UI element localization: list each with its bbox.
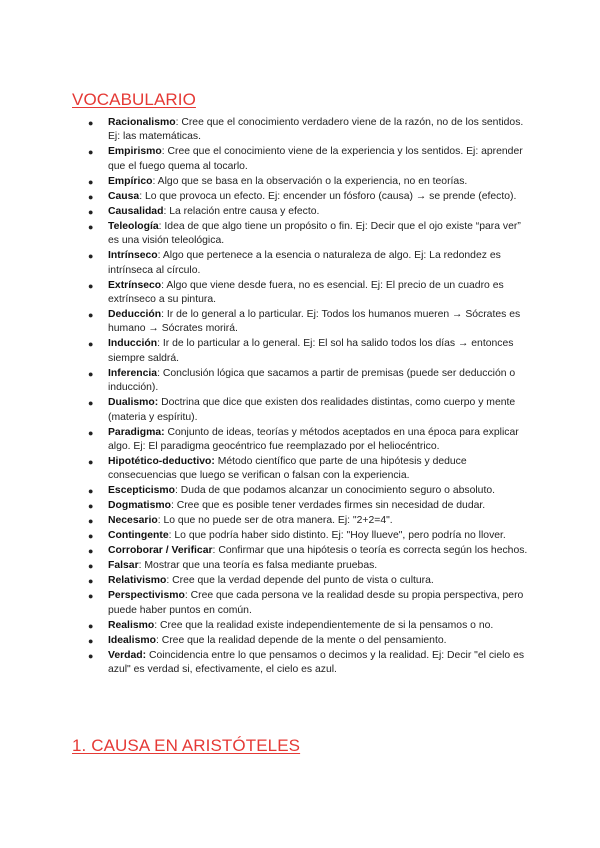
vocab-term: Realismo [108,619,155,631]
vocab-item [88,116,528,145]
vocab-separator: : [157,338,163,350]
vocab-term: Extrínseco [108,279,162,291]
vocab-definition: Cree que es posible tener verdades firmes sin necesidad de dudar. [176,500,486,512]
bullet-icon: ● [88,147,94,158]
vocab-separator: : [184,590,191,602]
bullet-icon: ● [88,339,94,350]
vocab-item [88,634,528,648]
vocab-term: Causa [108,190,140,202]
vocab-separator: : [170,500,177,512]
vocab-item [88,337,528,366]
vocab-definition: Doctrina que dice que existen dos realidades distintas, como cuerpo y mente (materia y espíritu). [108,397,516,423]
vocab-separator: : [161,309,167,321]
bullet-icon: ● [88,486,94,497]
vocab-separator: : [152,175,158,187]
bullet-icon: ● [88,591,94,602]
vocab-item [88,190,528,204]
vocab-item [88,529,528,543]
bullet-icon: ● [88,620,94,631]
vocab-item [88,619,528,633]
vocab-separator: : [161,279,167,291]
vocab-definition: Mostrar que una teoría es falsa mediante pruebas. [144,560,378,572]
vocab-term: Dogmatismo [108,500,171,512]
vocab-item [88,426,528,455]
vocab-separator: : [212,545,219,557]
bullet-icon: ● [88,280,94,291]
vocab-definition: Lo que provoca un efecto. Ej: encender un fósforo (causa) → se prende (efecto). [144,190,517,202]
vocab-definition: Cree que el conocimiento verdadero viene de la razón, no de los sentidos. Ej: las matemáticas. [108,117,524,143]
vocab-definition: Conjunto de ideas, teorías y métodos aceptados en una época para explicar algo. Ej: El paradigma geocéntrico fue reemplazado por el heliocéntrico. [108,426,519,453]
bullet-icon: ● [88,176,94,187]
vocab-item [88,574,528,588]
vocab-definition: Conclusión lógica que sacamos a partir de premisas (puede ser deducción o inducción). [108,367,516,394]
vocab-term: Perspectivismo [108,590,185,602]
vocab-term: Verdad: [108,649,147,661]
vocab-item [88,484,528,498]
vocab-term: Contingente [108,530,169,542]
vocab-separator: : [157,515,164,527]
vocab-definition: Lo que no puede ser de otra manera. Ej: "2+2=4". [163,515,393,527]
vocab-item [88,514,528,528]
vocab-definition: Duda de que podamos alcanzar un conocimiento seguro o absoluto. [180,485,496,497]
vocab-item [88,279,528,308]
vocab-separator: : [157,367,163,379]
vocab-separator: : [158,220,165,232]
vocab-definition: Lo que podría haber sido distinto. Ej: "Hoy llueve", pero podría no llover. [174,530,506,542]
vocab-definition: Ir de lo general a lo particular. Ej: Todos los humanos mueren → Sócrates es humano → Sócrates morirá. [108,309,521,335]
vocab-term: Inducción [108,338,158,350]
bullet-icon: ● [88,206,94,217]
bullet-icon: ● [88,191,94,202]
vocab-separator: : [138,560,145,572]
bullet-icon: ● [88,501,94,512]
vocab-term: Corroborar / Verificar [108,545,213,557]
vocab-separator: : [175,485,181,497]
vocab-definition: Confirmar que una hipótesis o teoría es correcta según los hechos. [218,545,528,557]
vocab-definition: Cree que cada persona ve la realidad desde su propia perspectiva, pero puede haber puntos en común. [108,590,524,616]
vocab-definition: Cree que la realidad depende de la mente o del pensamiento. [161,634,447,646]
vocab-term: Empirismo [108,146,162,158]
vocab-term: Idealismo [108,634,156,646]
vocab-item [88,589,528,618]
vocab-term: Causalidad [108,205,164,217]
section-title-vocabulario: VOCABULARIO [72,90,196,109]
vocab-term: Deducción [108,309,162,321]
vocab-term: Escepticismo [108,485,175,497]
bullet-icon: ● [88,221,94,232]
vocab-separator: : [168,530,175,542]
vocab-separator: : [163,205,170,217]
vocab-separator: : [161,146,168,158]
bullet-icon: ● [88,561,94,572]
bullet-icon: ● [88,398,94,409]
bullet-icon: ● [88,635,94,646]
vocab-item [88,544,528,558]
vocab-term: Racionalismo [108,117,176,128]
bullet-icon: ● [88,251,94,262]
vocab-separator: : [166,575,173,587]
bullet-icon: ● [88,531,94,542]
vocabulary-list [88,116,528,678]
bullet-icon: ● [88,546,94,557]
vocab-term: Hipotético-deductivo: [108,456,215,468]
vocab-definition: Método científico que parte de una hipótesis y deduce consecuencias que luego se verifican o falsan con la experiencia. [108,456,467,482]
bullet-icon: ● [88,650,94,661]
vocab-term: Paradigma: [108,426,165,438]
vocab-term: Falsar [108,560,139,572]
vocab-item [88,559,528,573]
vocab-item [88,205,528,219]
vocab-definition: Coincidencia entre lo que pensamos o decimos y la realidad. Ej: Decir "el cielo es azul" es verdad si, efectivamente, el cielo es azul. [108,649,525,676]
vocab-item [88,308,528,337]
vocab-separator: : [175,117,182,128]
vocab-item [88,499,528,513]
vocab-item [88,396,528,425]
bullet-icon: ● [88,310,94,321]
bullet-icon: ● [88,457,94,468]
vocab-item [88,249,528,278]
bullet-icon: ● [88,118,94,128]
vocab-definition: Algo que se basa en la observación o la experiencia, no en teorías. [157,175,468,187]
vocab-term: Dualismo: [108,397,159,409]
vocab-definition: Cree que la verdad depende del punto de vista o cultura. [172,575,434,587]
vocab-term: Inferencia [108,367,158,379]
vocab-term: Empírico [108,175,153,187]
vocab-item [88,220,528,249]
bullet-icon: ● [88,516,94,527]
vocab-definition: Cree que la realidad existe independientemente de si la pensamos o no. [159,619,494,631]
bullet-icon: ● [88,427,94,438]
vocab-item [88,649,528,678]
vocab-term: Necesario [108,515,158,527]
vocab-separator: : [139,190,145,202]
vocab-item [88,367,528,396]
vocab-definition: Cree que el conocimiento viene de la experiencia y los sentidos. Ej: aprender que el fuego quema al tocarlo. [108,146,523,172]
bullet-icon: ● [88,368,94,379]
vocab-definition: Ir de lo particular a lo general. Ej: El sol ha salido todos los días → entonces siempre saldrá. [108,338,514,364]
vocab-item [88,145,528,174]
vocab-item [88,455,528,484]
vocab-definition: Algo que viene desde fuera, no es esencial. Ej: El precio de un cuadro es extrínseco a su pintura. [108,279,504,306]
vocab-definition: La relación entre causa y efecto. [169,205,320,217]
vocab-definition: Algo que pertenece a la esencia o naturaleza de algo. Ej: La redondez es intrínseca al círculo. [108,250,501,276]
vocab-term: Teleología [108,220,159,232]
vocab-separator: : [155,634,162,646]
vocab-term: Intrínseco [108,250,158,262]
bullet-icon: ● [88,576,94,587]
vocab-item [88,175,528,189]
vocab-term: Relativismo [108,575,167,587]
vocab-separator: : [154,619,160,631]
vocab-separator: : [157,250,163,262]
vocab-definition: Idea de que algo tiene un propósito o fin. Ej: Decir que el ojo existe “para ver” es una visión teleológica. [108,220,521,247]
section-title-causa-aristoteles: 1. CAUSA EN ARISTÓTELES [72,736,301,755]
